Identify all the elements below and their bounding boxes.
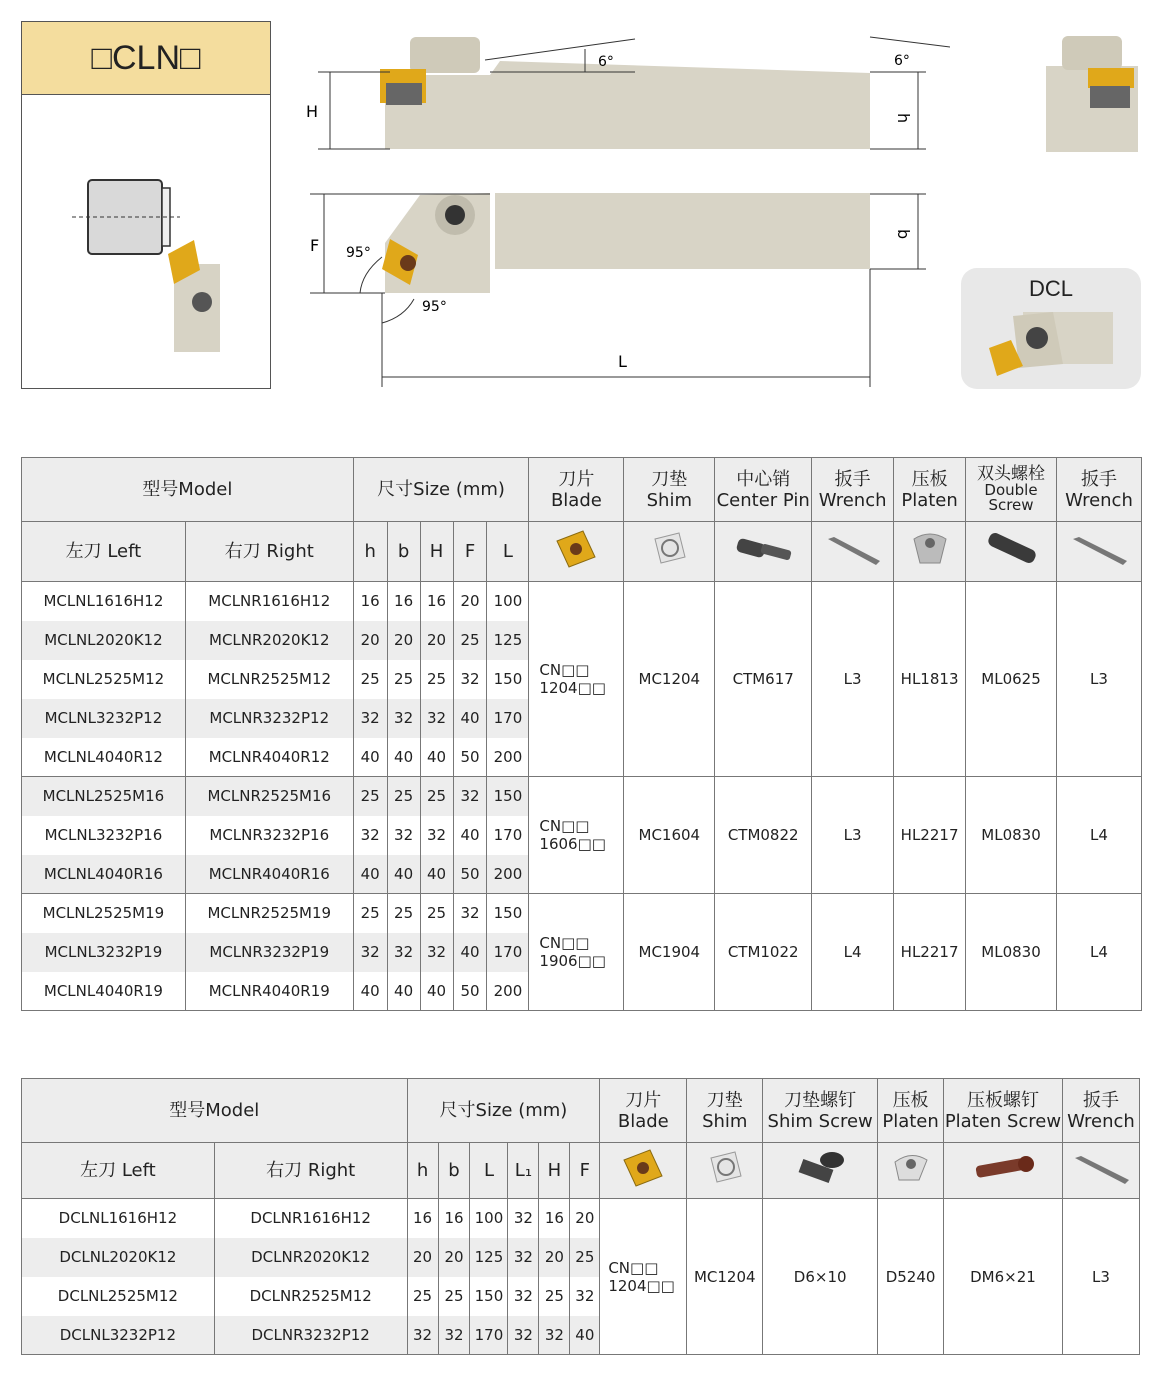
table-cell: DCLNL1616H12	[22, 1199, 215, 1238]
table-cell: HL2217	[894, 894, 966, 1011]
left-header: 左刀 Left	[22, 1143, 215, 1199]
table-cell: MCLNR1616H12	[185, 582, 353, 621]
table-cell: 50	[453, 972, 487, 1011]
table-cell: 32	[508, 1316, 539, 1355]
table-cell: 25	[387, 894, 420, 933]
table-row	[22, 1199, 1140, 1238]
table-cell: 32	[387, 699, 420, 738]
blade-cell: CN□□ 1204□□	[529, 582, 624, 777]
table-cell: 125	[487, 621, 529, 660]
svg-text:6°: 6°	[894, 53, 910, 69]
table-cell: MCLNL4040R12	[22, 738, 186, 777]
table-cell: D5240	[878, 1199, 944, 1355]
table-cell: 32	[453, 777, 487, 816]
table-cell: 16	[420, 582, 453, 621]
mcln-spec-table	[21, 457, 1142, 1011]
table-cell: ML0830	[966, 777, 1057, 894]
col-L: L	[487, 522, 529, 582]
table-cell: 32	[570, 1277, 600, 1316]
table-cell: 32	[387, 816, 420, 855]
blade-cell: CN□□ 1906□□	[529, 894, 624, 1011]
table-cell: DCLNL2525M12	[22, 1277, 215, 1316]
table-cell: DCLNR3232P12	[214, 1316, 407, 1355]
col-L: L	[470, 1143, 508, 1199]
shim-screw-icon	[763, 1143, 878, 1199]
shim-icon	[687, 1143, 763, 1199]
blade-cell: CN□□ 1204□□	[600, 1199, 687, 1355]
table-cell: 40	[387, 972, 420, 1011]
center-pin-icon	[715, 522, 812, 582]
right-header: 右刀 Right	[185, 522, 353, 582]
table-cell: 32	[508, 1238, 539, 1277]
table-cell: 50	[453, 855, 487, 894]
dcl-variant-card	[961, 268, 1141, 389]
wrench-icon	[812, 522, 894, 582]
title-card	[21, 21, 271, 389]
platen-screw-icon	[944, 1143, 1063, 1199]
table-cell: 100	[470, 1199, 508, 1238]
col-h: h	[353, 522, 387, 582]
table-cell: MC1904	[624, 894, 715, 1011]
col-F: F	[570, 1143, 600, 1199]
table-cell: MCLNR3232P12	[185, 699, 353, 738]
table-cell: L3	[1062, 1199, 1139, 1355]
table-cell: ML0625	[966, 582, 1057, 777]
shim-header: 刀垫 Shim	[687, 1079, 763, 1143]
table-cell: MCLNR2525M19	[185, 894, 353, 933]
left-header: 左刀 Left	[22, 522, 186, 582]
table-cell: 40	[570, 1316, 600, 1355]
blade-header: 刀片 Blade	[529, 458, 624, 522]
table-cell: MCLNR2525M16	[185, 777, 353, 816]
table-cell: 20	[453, 582, 487, 621]
table-cell: 32	[387, 933, 420, 972]
shim-header: 刀垫 Shim	[624, 458, 715, 522]
svg-text:F: F	[310, 236, 320, 255]
table-cell: 25	[387, 660, 420, 699]
table-cell: D6×10	[763, 1199, 878, 1355]
table-cell: 170	[487, 816, 529, 855]
table-cell: 16	[407, 1199, 438, 1238]
table-cell: 32	[407, 1316, 438, 1355]
dimension-drawing	[290, 25, 950, 395]
dcln-spec-table	[21, 1078, 1140, 1355]
table-cell: 20	[407, 1238, 438, 1277]
table-cell: 40	[420, 855, 453, 894]
col-H: H	[539, 1143, 570, 1199]
svg-text:b: b	[894, 229, 913, 240]
table-cell: 25	[539, 1277, 570, 1316]
table-cell: ML0830	[966, 894, 1057, 1011]
table-cell: 150	[487, 660, 529, 699]
table-cell: L3	[812, 582, 894, 777]
tool-holder-sketch	[22, 94, 270, 388]
table-row	[22, 582, 1142, 621]
col-h: h	[407, 1143, 438, 1199]
svg-text:H: H	[306, 102, 319, 121]
table-cell: 25	[570, 1238, 600, 1277]
table-cell: 32	[453, 660, 487, 699]
wrench-header: 扳手 Wrench	[1062, 1079, 1139, 1143]
table-cell: 20	[420, 621, 453, 660]
model-header: 型号Model	[22, 458, 354, 522]
wrench-header: 扳手 Wrench	[812, 458, 894, 522]
table-cell: 150	[487, 777, 529, 816]
table-cell: L3	[1056, 582, 1141, 777]
table-cell: HL1813	[894, 582, 966, 777]
table-cell: 200	[487, 855, 529, 894]
table-cell: MCLNR4040R19	[185, 972, 353, 1011]
svg-text:L: L	[618, 352, 627, 371]
platen-icon	[894, 522, 966, 582]
platen-icon	[878, 1143, 944, 1199]
table-cell: 40	[353, 738, 387, 777]
table-cell: 40	[453, 699, 487, 738]
table-cell: 25	[353, 894, 387, 933]
table-cell: 20	[353, 621, 387, 660]
table-cell: MCLNR4040R12	[185, 738, 353, 777]
table-cell: 32	[508, 1199, 539, 1238]
wrench2-header: 扳手 Wrench	[1056, 458, 1141, 522]
table-cell: 16	[539, 1199, 570, 1238]
table-cell: 40	[353, 972, 387, 1011]
insert-icon	[529, 522, 624, 582]
table-cell: DCLNR2525M12	[214, 1277, 407, 1316]
table-cell: 32	[508, 1277, 539, 1316]
right-header: 右刀 Right	[214, 1143, 407, 1199]
col-L1: L₁	[508, 1143, 539, 1199]
table-cell: 20	[539, 1238, 570, 1277]
table-cell: 170	[487, 933, 529, 972]
table-cell: MCLNL4040R16	[22, 855, 186, 894]
svg-text:h: h	[894, 113, 913, 124]
table-cell: L4	[1056, 777, 1141, 894]
table-row	[22, 777, 1142, 816]
model-header: 型号Model	[22, 1079, 408, 1143]
table-cell: 40	[453, 933, 487, 972]
table-cell: L4	[1056, 894, 1141, 1011]
table-cell: MCLNR2020K12	[185, 621, 353, 660]
blade-header: 刀片 Blade	[600, 1079, 687, 1143]
double-screw-icon	[966, 522, 1057, 582]
col-b: b	[438, 1143, 470, 1199]
svg-text:95°: 95°	[422, 299, 447, 315]
table-cell: 50	[453, 738, 487, 777]
table-cell: 25	[453, 621, 487, 660]
table-cell: 25	[387, 777, 420, 816]
shim-icon	[624, 522, 715, 582]
table-cell: 25	[353, 777, 387, 816]
table-cell: 40	[387, 855, 420, 894]
table-cell: MC1204	[687, 1199, 763, 1355]
platen-header: 压板 Platen	[894, 458, 966, 522]
table-cell: DM6×21	[944, 1199, 1063, 1355]
table-cell: 16	[353, 582, 387, 621]
insert-icon	[600, 1143, 687, 1199]
table-cell: 40	[387, 738, 420, 777]
table-cell: 40	[353, 855, 387, 894]
table-cell: 16	[438, 1199, 470, 1238]
table-cell: MCLNR3232P19	[185, 933, 353, 972]
col-H: H	[420, 522, 453, 582]
table-cell: 100	[487, 582, 529, 621]
table-cell: MCLNR3232P16	[185, 816, 353, 855]
table-cell: 125	[470, 1238, 508, 1277]
table-cell: L4	[812, 894, 894, 1011]
table-cell: 20	[570, 1199, 600, 1238]
size-header: 尺寸Size (mm)	[407, 1079, 600, 1143]
wrench-icon	[1062, 1143, 1139, 1199]
table-cell: 25	[420, 894, 453, 933]
col-F: F	[453, 522, 487, 582]
table-cell: 32	[539, 1316, 570, 1355]
wrench-icon	[1056, 522, 1141, 582]
table-cell: 200	[487, 972, 529, 1011]
table-cell: 150	[487, 894, 529, 933]
table-cell: MCLNL3232P19	[22, 933, 186, 972]
table-cell: 40	[420, 738, 453, 777]
table-cell: 20	[438, 1238, 470, 1277]
table-cell: MCLNL2525M12	[22, 660, 186, 699]
table-cell: 32	[353, 699, 387, 738]
table-cell: 40	[420, 972, 453, 1011]
platen-header: 压板 Platen	[878, 1079, 944, 1143]
table-cell: DCLNR1616H12	[214, 1199, 407, 1238]
table-cell: DCLNL2020K12	[22, 1238, 215, 1277]
table-cell: DCLNR2020K12	[214, 1238, 407, 1277]
table-cell: 32	[420, 933, 453, 972]
dcl-tool-image	[983, 306, 1123, 382]
table-cell: 20	[387, 621, 420, 660]
table-cell: MCLNL3232P16	[22, 816, 186, 855]
table-cell: MCLNR2525M12	[185, 660, 353, 699]
table-cell: MCLNL2525M19	[22, 894, 186, 933]
table-cell: MCLNL3232P12	[22, 699, 186, 738]
shim-screw-header: 刀垫螺钉 Shim Screw	[763, 1079, 878, 1143]
table-cell: MC1604	[624, 777, 715, 894]
table-cell: 16	[387, 582, 420, 621]
table-cell: 25	[420, 777, 453, 816]
table-cell: 170	[470, 1316, 508, 1355]
table-cell: L3	[812, 777, 894, 894]
svg-text:6°: 6°	[598, 54, 614, 70]
table-cell: 32	[438, 1316, 470, 1355]
table-cell: MCLNL4040R19	[22, 972, 186, 1011]
table-cell: MCLNL1616H12	[22, 582, 186, 621]
table-cell: 25	[420, 660, 453, 699]
table-cell: 200	[487, 738, 529, 777]
table-cell: MCLNL2020K12	[22, 621, 186, 660]
table-cell: MCLNR4040R16	[185, 855, 353, 894]
table-cell: 40	[453, 816, 487, 855]
table-row	[22, 894, 1142, 933]
table-cell: CTM617	[715, 582, 812, 777]
end-view-drawing	[1040, 30, 1150, 155]
table-cell: HL2217	[894, 777, 966, 894]
table-cell: 25	[407, 1277, 438, 1316]
double-screw-header: 双头螺栓 Double Screw	[966, 458, 1057, 522]
table-cell: DCLNL3232P12	[22, 1316, 215, 1355]
platen-screw-header: 压板螺钉 Platen Screw	[944, 1079, 1063, 1143]
table-cell: 150	[470, 1277, 508, 1316]
table-cell: 170	[487, 699, 529, 738]
product-code-title: □CLN□	[22, 22, 270, 95]
table-cell: 32	[353, 816, 387, 855]
dcl-label: DCL	[1028, 276, 1073, 301]
table-cell: 32	[353, 933, 387, 972]
table-cell: CTM0822	[715, 777, 812, 894]
svg-text:95°: 95°	[346, 245, 371, 261]
size-header: 尺寸Size (mm)	[353, 458, 529, 522]
blade-cell: CN□□ 1606□□	[529, 777, 624, 894]
col-b: b	[387, 522, 420, 582]
table-cell: 25	[438, 1277, 470, 1316]
table-cell: 25	[353, 660, 387, 699]
table-cell: MCLNL2525M16	[22, 777, 186, 816]
table-cell: MC1204	[624, 582, 715, 777]
table-cell: 32	[420, 699, 453, 738]
table-cell: 32	[420, 816, 453, 855]
center-pin-header: 中心销 Center Pin	[715, 458, 812, 522]
table-cell: 32	[453, 894, 487, 933]
table-cell: CTM1022	[715, 894, 812, 1011]
